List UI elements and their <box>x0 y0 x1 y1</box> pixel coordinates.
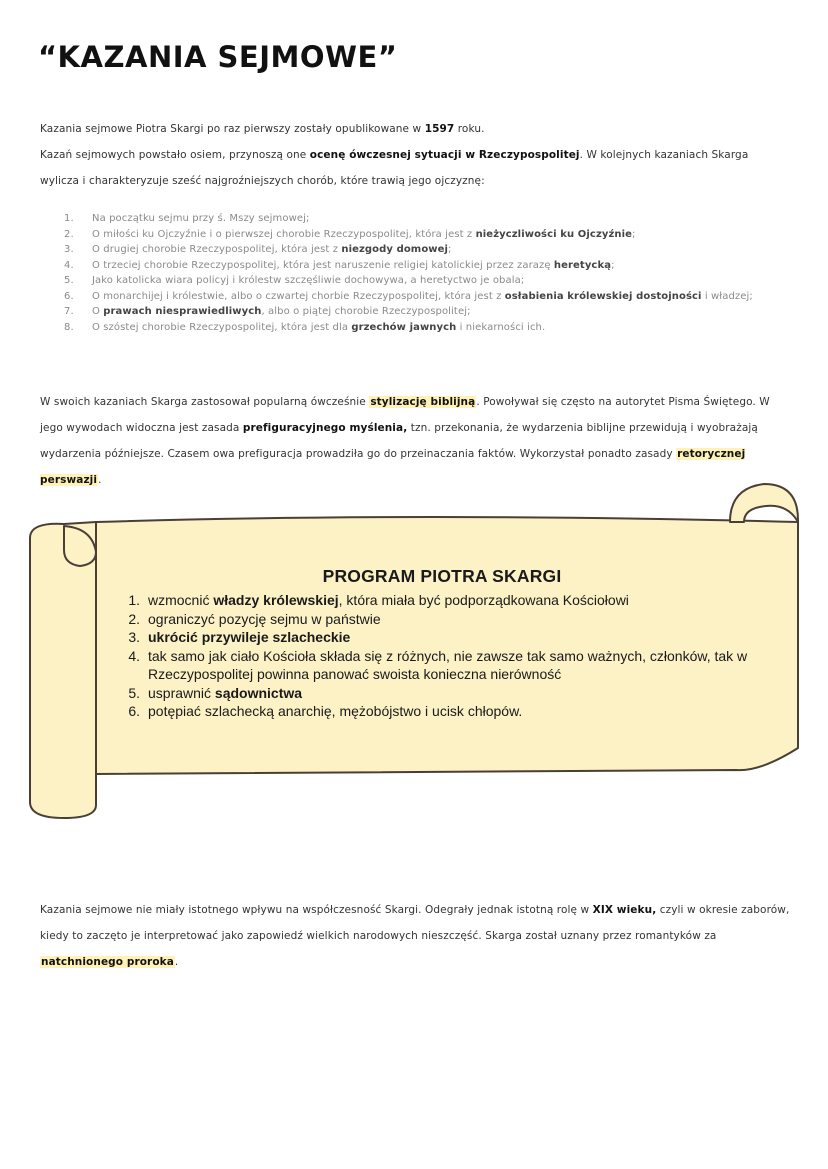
list-item: 5. Jako katolicka wiara policyj i królestw szczęśliwie dochowywa, a heretyctwo je obala; <box>64 275 525 286</box>
highlight-prorok: natchnionego proroka <box>41 956 174 968</box>
list-item: 2. ograniczyć pozycję sejmu w państwie <box>128 610 381 627</box>
intro-paragraph <box>40 116 790 194</box>
intro-line-1: Kazania sejmowe Piotra Skargi po raz pierwszy zostały opublikowane w 1597 roku. <box>40 123 485 135</box>
program-box <box>112 566 772 721</box>
sermon-list <box>60 211 780 335</box>
list-item: 3. O drugiej chorobie Rzeczypospolitej, która jest z niezgody domowej; <box>64 244 452 255</box>
list-item: 1. Na początku sejmu przy ś. Mszy sejmowej; <box>64 213 310 224</box>
list-item: 6. O monarchijej i królestwie, albo o czwartej chorbie Rzeczypospolitej, która jest z osłabienia królewskiej dostojności i władzej; <box>64 290 753 302</box>
program-list <box>112 591 772 721</box>
intro-line-2: Kazań sejmowych powstało osiem, przynoszą one ocenę ówczesnej sytuacji w Rzeczypospolitej. W kolejnych kazaniach Skarga wylicza i charakteryzuje sześć najgroźniejszych chorób, które trawią jego ojczyznę: <box>40 149 749 187</box>
list-item: 3. ukrócić przywileje szlacheckie <box>128 629 351 645</box>
list-item: 8. O szóstej chorobie Rzeczypospolitej, która jest dla grzechów jawnych i niekarności ich. <box>64 321 546 333</box>
highlight-perswazja: retorycznej perswazji <box>40 448 746 486</box>
highlight-stylizacja: stylizację biblijną <box>370 396 476 408</box>
list-item: 2. O miłości ku Ojczyźnie i o pierwszej chorobie Rzeczypospolitej, która jest z nieżyczliwości ku Ojczyźnie; <box>64 228 636 240</box>
list-item: 6. potępiać szlachecką anarchię, mężobójstwo i ucisk chłopów. <box>128 703 523 719</box>
list-item: 4. O trzeciej chorobie Rzeczypospolitej, która jest naruszenie religiej katolickiej przez zarazę heretycką; <box>64 259 615 271</box>
list-item: 1. wzmocnić władzy królewskiej, która miała być podporządkowana Kościołowi <box>128 592 629 608</box>
page-title: “KAZANIA SEJMOWE” <box>38 40 398 74</box>
list-item: 7. O prawach niesprawiedliwych, albo o piątej chorobie Rzeczypospolitej; <box>64 306 471 317</box>
legacy-paragraph: Kazania sejmowe nie miały istotnego wpływu na współczesność Skargi. Odegrały jednak istotną rolę w XIX wieku, czyli w okresie zaborów, kiedy to zaczęto je interpretować jako zapowiedź wielkich narodowych nieszczęść. Skarga został uznany przez romantyków za natchnionego proroka. <box>40 904 790 968</box>
program-heading: PROGRAM PIOTRA SKARGI <box>322 566 562 586</box>
list-item: 4. tak samo jak ciało Kościoła składa się z różnych, nie zawsze tak samo ważnych, członków, tak w Rzeczypospolitej powinna panować swoista konieczna nierówność <box>128 647 748 682</box>
list-item: 5. usprawnić sądownictwa <box>128 684 303 701</box>
stylistics-paragraph: W swoich kazaniach Skarga zastosował popularną ówcześnie stylizację biblijną. Powoływał się często na autorytet Pisma Świętego. W jego wywodach widoczna jest zasada prefiguracyjnego myślenia, tzn. przekonania, że wydarzenia biblijne przewidują i wyobrażają wydarzenia późniejsze. Czasem owa prefiguracja prowadziła go do przeinaczania faktów. Wykorzystał ponadto zasady retorycznej perswazji. <box>40 396 770 486</box>
